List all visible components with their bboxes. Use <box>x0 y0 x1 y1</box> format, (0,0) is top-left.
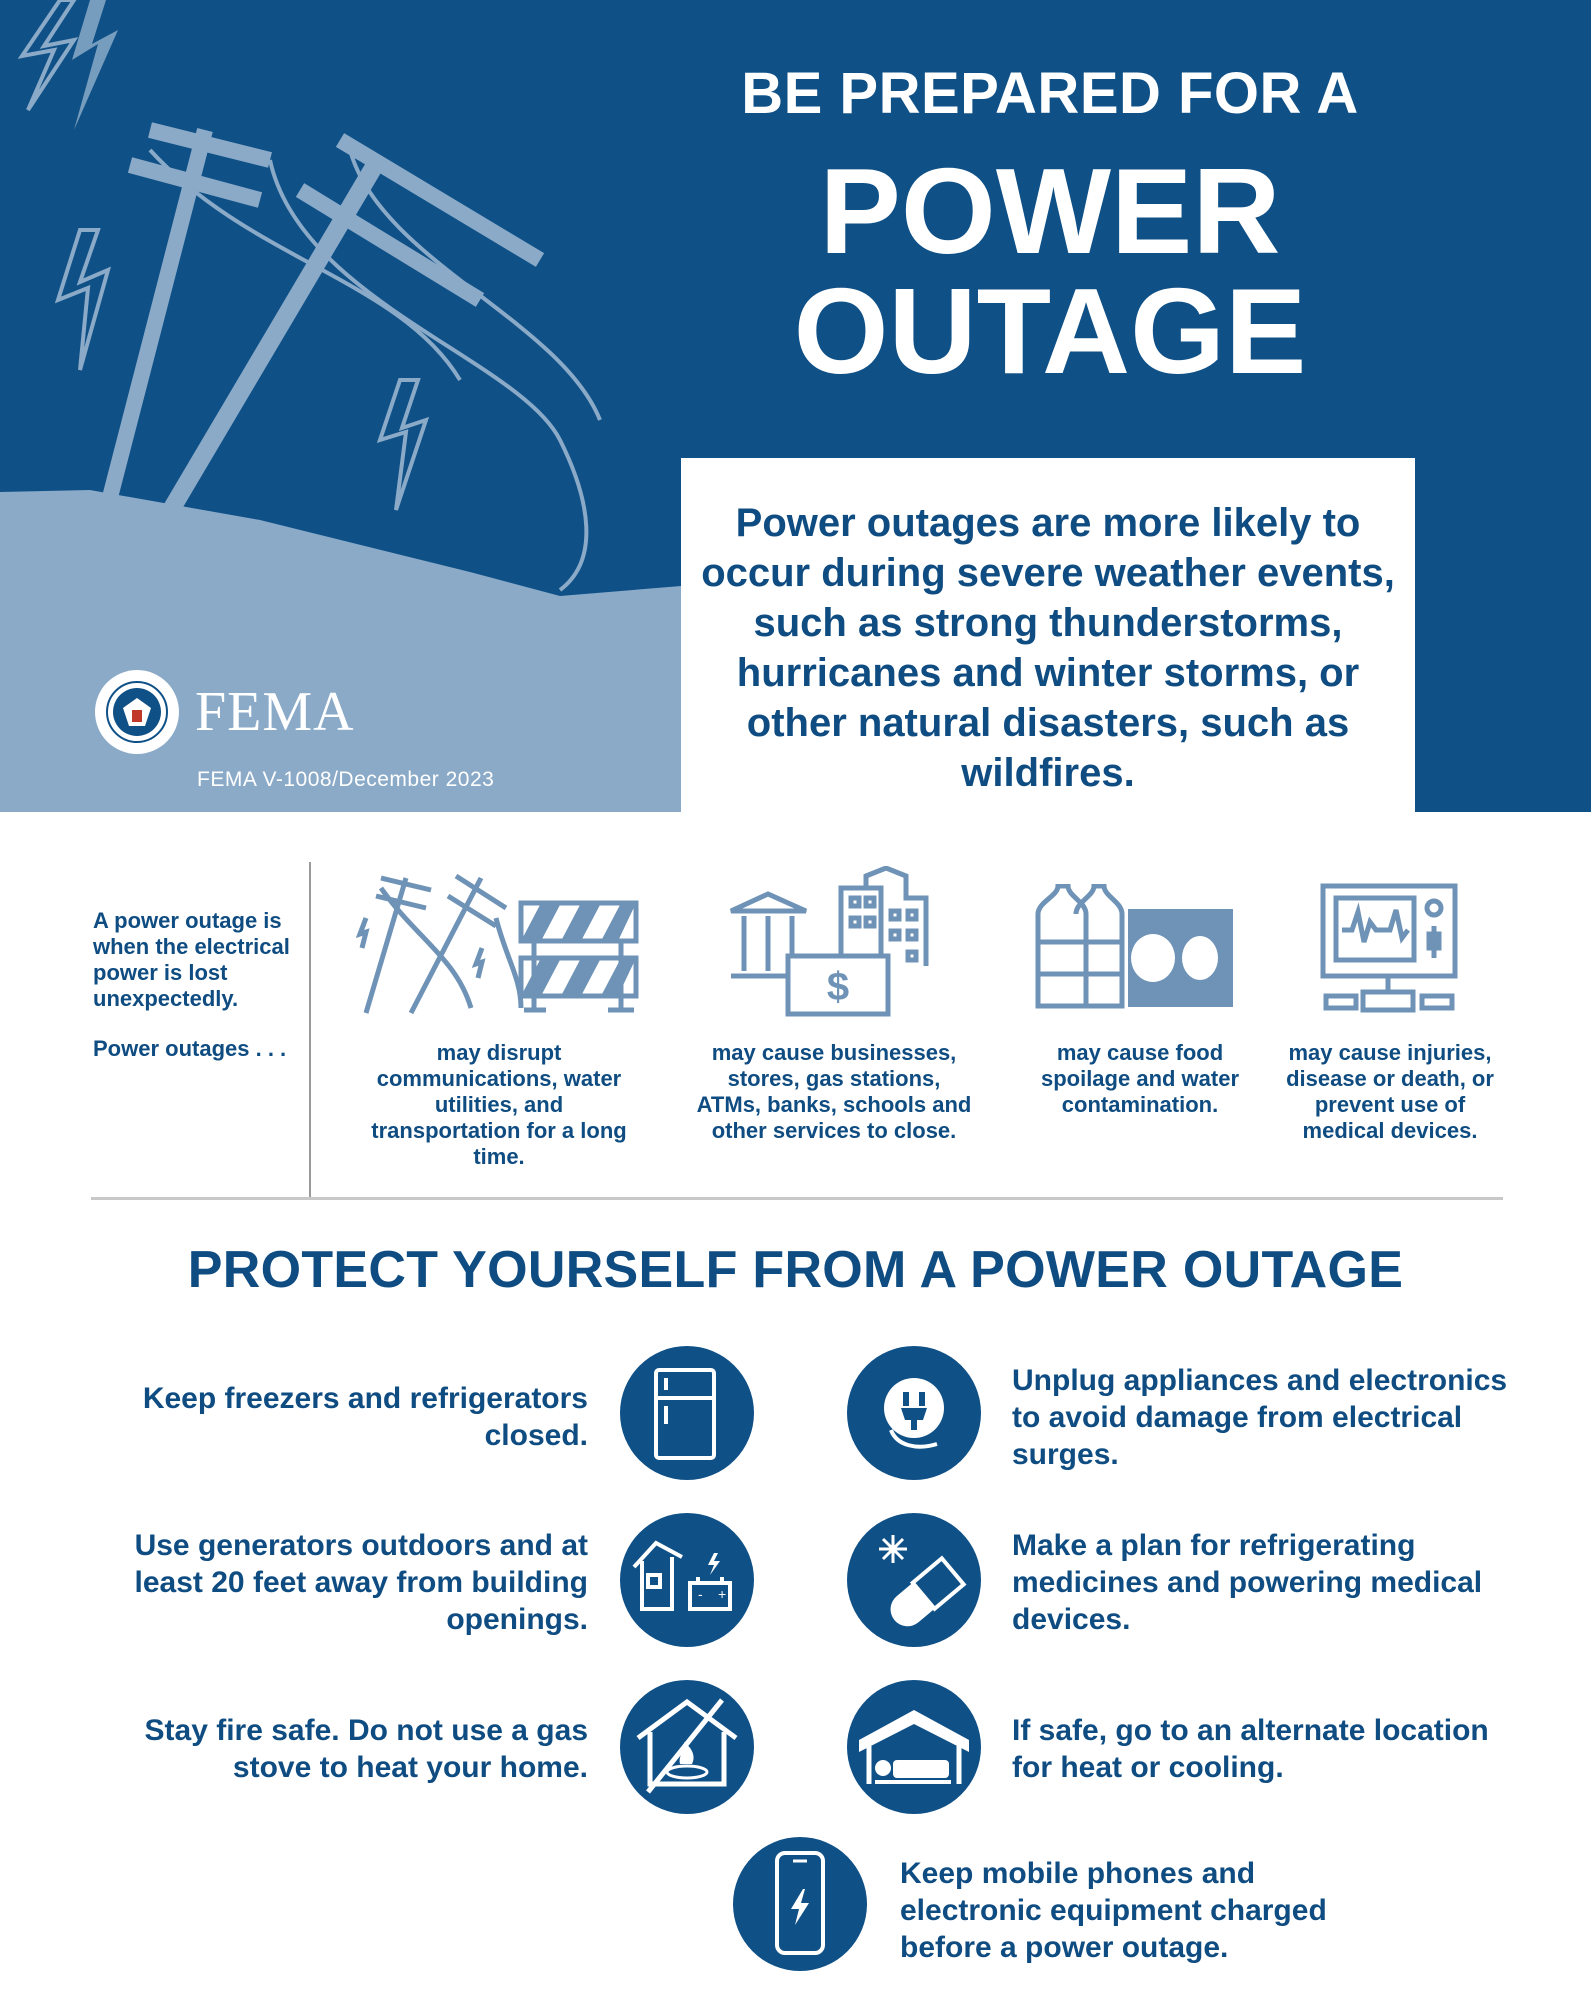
svg-text:+: + <box>718 1586 727 1602</box>
title-line-3: OUTAGE <box>793 263 1307 399</box>
tip-circle-phone <box>733 1837 867 1971</box>
impact-text-4: may cause injuries, disease or death, or prevent use of medical devices. <box>1286 1040 1494 1143</box>
definition-text <box>93 908 293 1086</box>
title-line-1: BE PREPARED FOR A <box>741 61 1359 126</box>
fema-wordmark: FEMA <box>195 681 355 743</box>
plug-icon <box>847 1346 981 1480</box>
tip-text-stove: Stay fire safe. Do not use a gas stove to heat your home. <box>144 1714 588 1784</box>
tip-text-medicine: Make a plan for refrigerating medicines and powering medical devices. <box>1012 1529 1483 1636</box>
horizontal-divider <box>91 1197 1503 1200</box>
water-bottles-food-can-icon <box>1028 884 1238 1012</box>
definition-line-1: A power outage is when the electrical power is lost unexpectedly. <box>93 908 290 1011</box>
tip-text-fridge: Keep freezers and refrigerators closed. <box>142 1382 588 1452</box>
impact-text-2: may cause businesses, stores, gas stations, ATMs, banks, schools and other services to close. <box>696 1040 972 1143</box>
dhs-seal-icon <box>93 668 181 756</box>
tip-text-plug: Unplug appliances and electronics to avoid damage from electrical surges. <box>1012 1364 1508 1471</box>
tip-circle-plug <box>847 1346 981 1480</box>
bank-buildings-money-icon <box>726 866 956 1022</box>
title-line-2: POWER <box>819 143 1281 279</box>
charging-phone-icon <box>733 1837 867 1971</box>
intro-box <box>681 458 1415 812</box>
shelter-icon <box>847 1680 981 1814</box>
svg-text:$: $ <box>826 965 850 1009</box>
vertical-divider <box>309 862 311 1198</box>
tip-text-shelter: If safe, go to an alternate location for heat or cooling. <box>1012 1714 1489 1784</box>
no-gas-stove-icon <box>620 1680 754 1814</box>
tip-circle-shelter <box>847 1680 981 1814</box>
intro-text: Power outages are more likely to occur during severe weather events, such as strong thunderstorms, hurricanes and winter storms, or other natural disasters, such as wildfires. <box>701 501 1395 795</box>
generator-house-icon <box>620 1513 754 1647</box>
svg-text:-: - <box>698 1586 703 1602</box>
power-lines-barricade-icon <box>356 868 646 1020</box>
tip-circle-fridge <box>620 1346 754 1480</box>
refrigerator-icon <box>620 1346 754 1480</box>
document-code: FEMA V-1008/December 2023 <box>197 768 495 791</box>
protect-section-title: PROTECT YOURSELF FROM A POWER OUTAGE <box>187 1241 1404 1299</box>
tip-circle-medicine <box>847 1513 981 1647</box>
definition-line-2: Power outages . . . <box>93 1036 287 1061</box>
medical-monitor-icon <box>1318 882 1460 1020</box>
tip-text-phone: Keep mobile phones and electronic equipment charged before a power outage. <box>900 1857 1327 1964</box>
tip-circle-stove <box>620 1680 754 1814</box>
impact-text-3: may cause food spoilage and water contamination. <box>1040 1040 1240 1117</box>
medicine-snowflake-icon <box>847 1513 981 1647</box>
hero-banner <box>0 0 1591 812</box>
impact-text-1: may disrupt communications, water utilities, and transportation for a long time. <box>371 1040 627 1169</box>
tip-circle-generator <box>620 1513 754 1647</box>
fema-logo <box>93 668 355 756</box>
tip-text-generator: Use generators outdoors and at least 20 feet away from building openings. <box>134 1529 588 1636</box>
